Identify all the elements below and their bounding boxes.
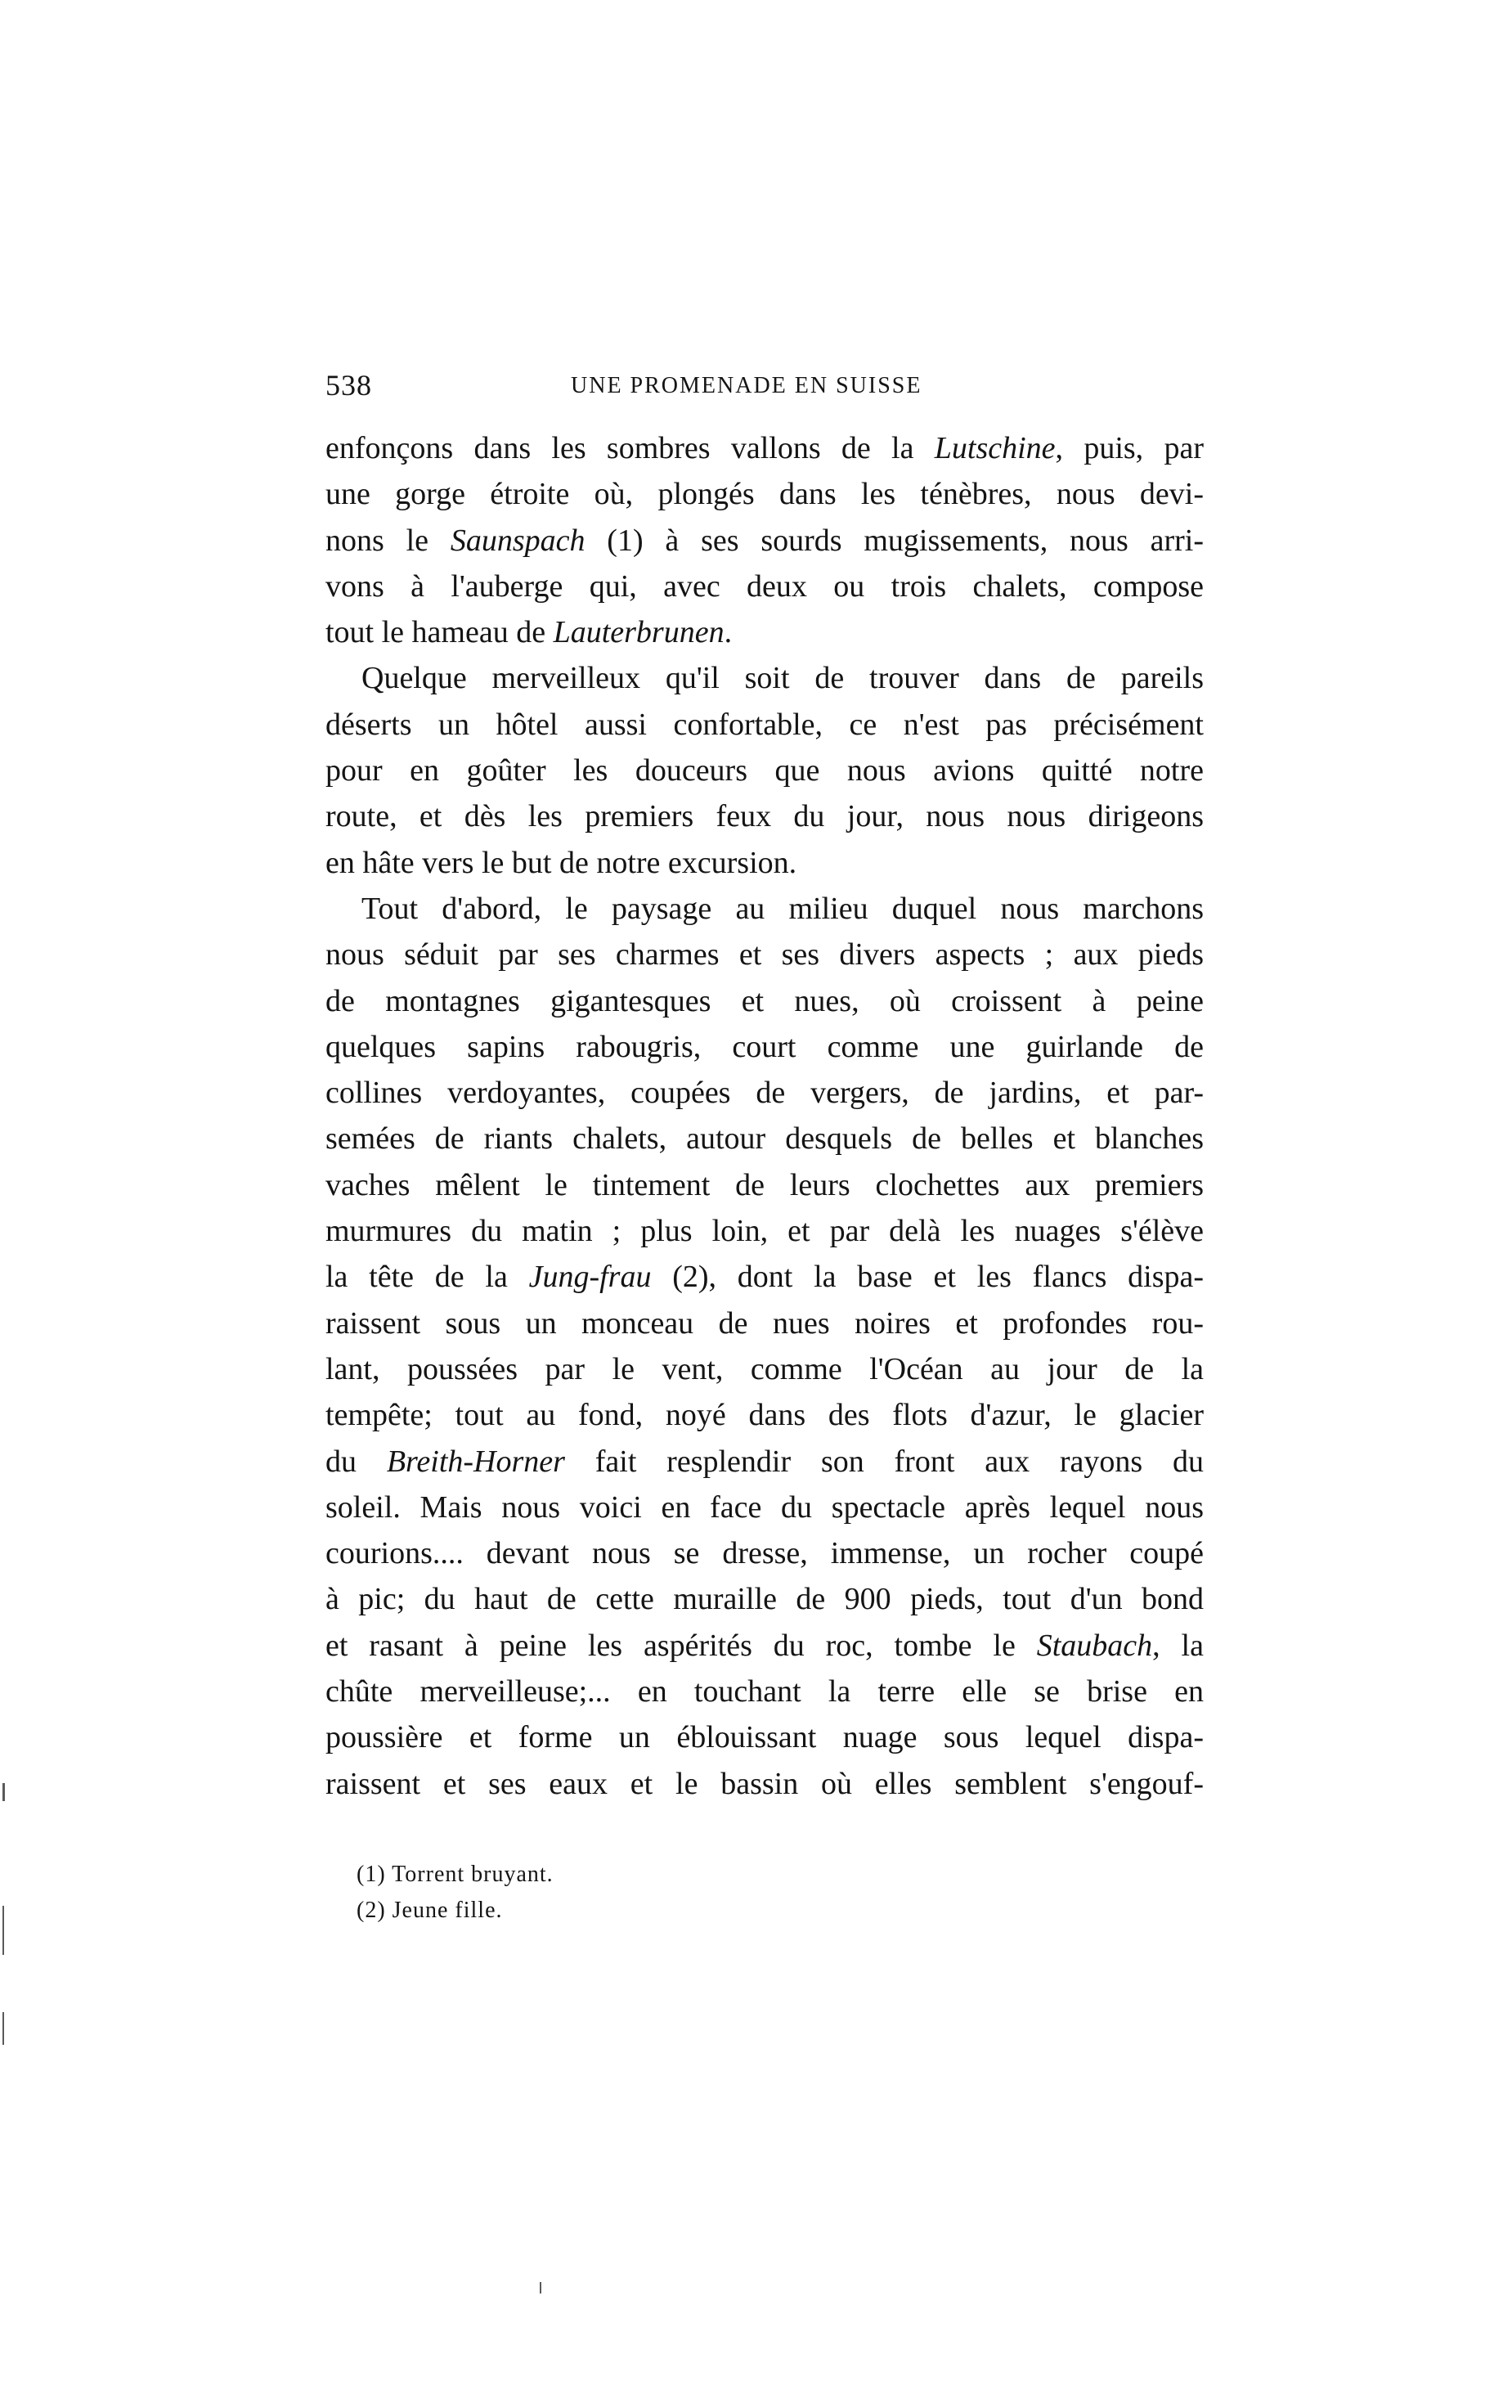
- text-line: enfonçons dans les sombres vallons de la Lutschine, puis, par: [325, 431, 1204, 465]
- page-number: 538: [325, 369, 372, 402]
- text-line: et rasant à peine les aspérités du roc, tombe le Staubach, la: [325, 1628, 1204, 1663]
- text-line: route, et dès les premiers feux du jour, nous nous dirigeons: [325, 799, 1204, 834]
- text-line: chûte merveilleuse;... en touchant la terre elle se brise en: [325, 1674, 1204, 1709]
- text-line: pour en goûter les douceurs que nous avions quitté notre: [325, 753, 1204, 788]
- text-line: collines verdoyantes, coupées de vergers, de jardins, et par-: [325, 1076, 1204, 1111]
- running-head: [325, 368, 1204, 409]
- text-line: du Breith-Horner fait resplendir son front aux rayons du: [325, 1444, 1204, 1479]
- text-line: raissent sous un monceau de nues noires et profondes rou-: [325, 1305, 1204, 1341]
- text-line: lant, poussées par le vent, comme l'Océan au jour de la: [325, 1351, 1204, 1386]
- footnote: (2) Jeune fille.: [357, 1898, 503, 1923]
- text-line: en hâte vers le but de notre excursion.: [325, 845, 797, 880]
- text-line: tempête; tout au fond, noyé dans des flots d'azur, le glacier: [325, 1398, 1204, 1433]
- scan-mark: [2, 1783, 5, 1801]
- text-line: semées de riants chalets, autour desquels de belles et blanches: [325, 1121, 1204, 1157]
- footnote: (1) Torrent bruyant.: [357, 1862, 554, 1887]
- scan-mark: [2, 2012, 4, 2045]
- text-line: Quelque merveilleux qu'il soit de trouver dans de pareils: [361, 661, 1204, 696]
- scan-mark: [540, 2282, 541, 2293]
- text-line: déserts un hôtel aussi confortable, ce n'est pas précisément: [325, 707, 1204, 742]
- text-line: vaches mêlent le tintement de leurs clochettes aux premiers: [325, 1167, 1204, 1202]
- running-title: UNE PROMENADE EN SUISSE: [571, 373, 922, 398]
- text-line: murmures du matin ; plus loin, et par delà les nuages s'élève: [325, 1214, 1204, 1249]
- text-line: tout le hameau de Lauterbrunen.: [325, 615, 733, 650]
- scan-mark: [2, 1906, 4, 1955]
- footnotes: [357, 1857, 1011, 1929]
- text-line: Tout d'abord, le paysage au milieu duquel nous marchons: [361, 891, 1204, 926]
- text-line: vons à l'auberge qui, avec deux ou trois chalets, compose: [325, 568, 1204, 604]
- body-text: [325, 425, 1204, 1807]
- text-line: une gorge étroite où, plongés dans les ténèbres, nous devi-: [325, 477, 1204, 512]
- text-line: à pic; du haut de cette muraille de 900 pieds, tout d'un bond: [325, 1582, 1204, 1617]
- text-line: poussière et forme un éblouissant nuage sous lequel dispa-: [325, 1720, 1204, 1755]
- text-line: soleil. Mais nous voici en face du spectacle après lequel nous: [325, 1489, 1204, 1525]
- text-line: courions.... devant nous se dresse, immense, un rocher coupé: [325, 1536, 1204, 1571]
- text-line: quelques sapins rabougris, court comme une guirlande de: [325, 1029, 1204, 1064]
- text-line: nous séduit par ses charmes et ses divers aspects ; aux pieds: [325, 937, 1204, 973]
- text-line: la tête de la Jung-frau (2), dont la base et les flancs dispa-: [325, 1260, 1205, 1295]
- text-line: raissent et ses eaux et le bassin où elles semblent s'engouf-: [325, 1766, 1204, 1801]
- text-line: nons le Saunspach (1) à ses sourds mugissements, nous arri-: [325, 523, 1204, 558]
- text-line: de montagnes gigantesques et nues, où croissent à peine: [325, 983, 1204, 1018]
